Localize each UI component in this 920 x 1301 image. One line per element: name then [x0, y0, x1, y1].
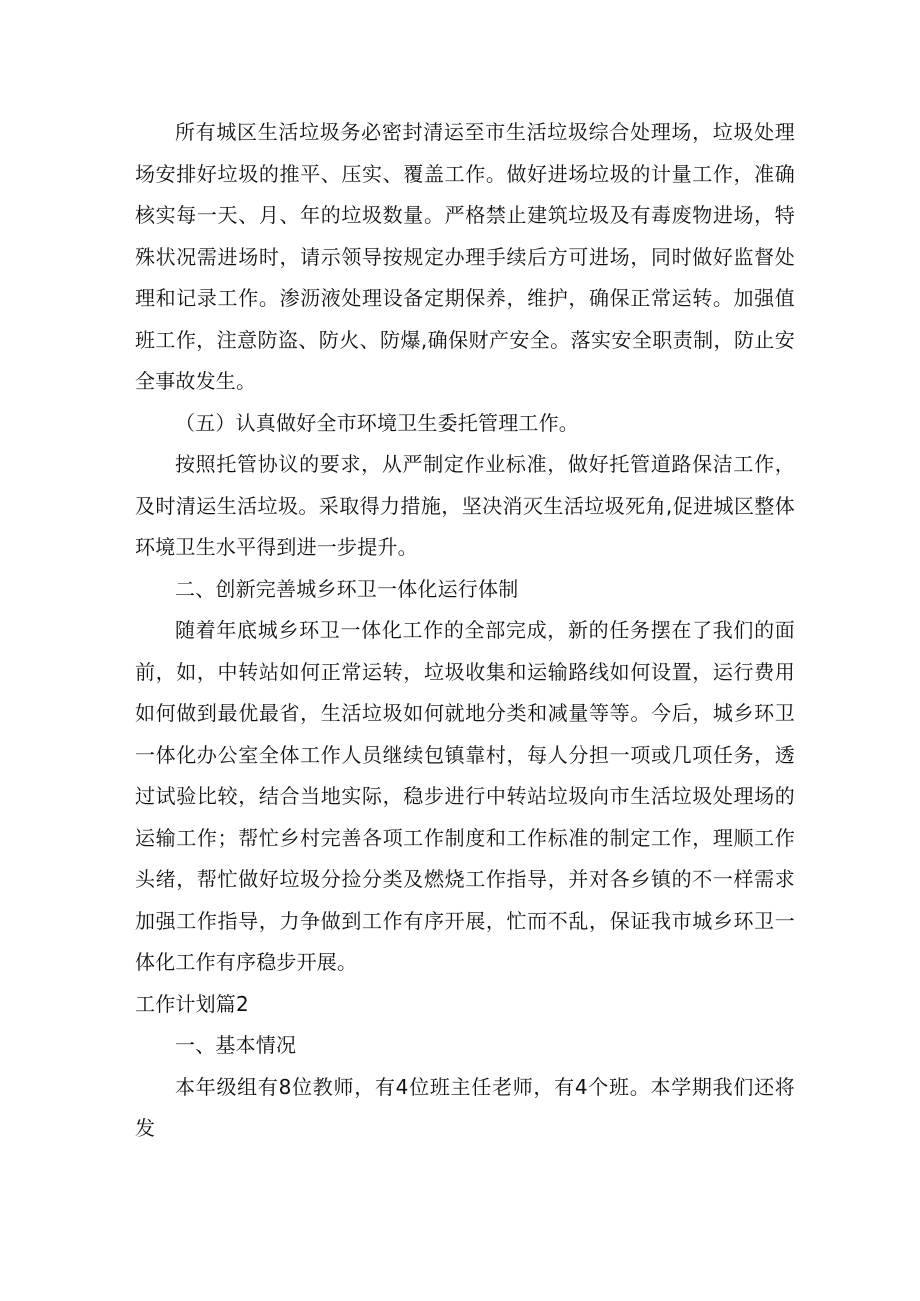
paragraph-entrusted-management: 按照托管协议的要求，从严制定作业标准，做好托管道路保洁工作，及时清运生活垃圾。采取得力措施，坚决消灭生活垃圾死角,促进城区整体环境卫生水平得到进一步提升。 [135, 452, 795, 559]
paragraph-grade-group: 本年级组有8位教师，有4位班主任老师，有4个班。本学期我们还将发 [135, 1074, 795, 1140]
paragraph-garbage-handling: 所有城区生活垃圾务必密封清运至市生活垃圾综合处理场，垃圾处理场安排好垃圾的推平、压实、覆盖工作。做好进场垃圾的计量工作，准确核实每一天、月、年的垃圾数量。严格禁止建筑垃圾及有毒废物进场，特殊状况需进场时，请示领导按规定办理手续后方可进场，同时做好监督处理和记录工作。渗沥液处理设备定期保养，维护，确保正常运转。加强值班工作，注意防盗、防火、防爆,确保财产安全。落实安全职责制，防止安全事故发生。 [135, 120, 795, 393]
document-body [135, 112, 795, 1150]
section-heading-basic-situation: 一、基本情况 [175, 1033, 297, 1057]
document-title-plan-2: 工作计划篇2 [135, 991, 249, 1016]
section-heading-five: （五）认真做好全市环境卫生委托管理工作。 [175, 410, 579, 435]
section-heading-two: 二、创新完善城乡环卫一体化运行体制 [175, 576, 519, 601]
paragraph-urban-rural-integration: 随着年底城乡环卫一体化工作的全部完成，新的任务摆在了我们的面前，如，中转站如何正常运转，垃圾收集和运输路线如何设置，运行费用如何做到最优最省，生活垃圾如何就地分类和减量等等。今后，城乡环卫一体化办公室全体工作人员继续包镇靠村，每人分担一项或几项任务，透过试验比较，结合当地实际，稳步进行中转站垃圾向市生活垃圾处理场的运输工作；帮忙乡村完善各项工作制度和工作标准的制定工作，理顺工作头绪，帮忙做好垃圾分捡分类及燃烧工作指导，并对各乡镇的不一样需求加强工作指导，力争做到工作有序开展，忙而不乱，保证我市城乡环卫一体化工作有序稳步开展。 [135, 618, 795, 974]
